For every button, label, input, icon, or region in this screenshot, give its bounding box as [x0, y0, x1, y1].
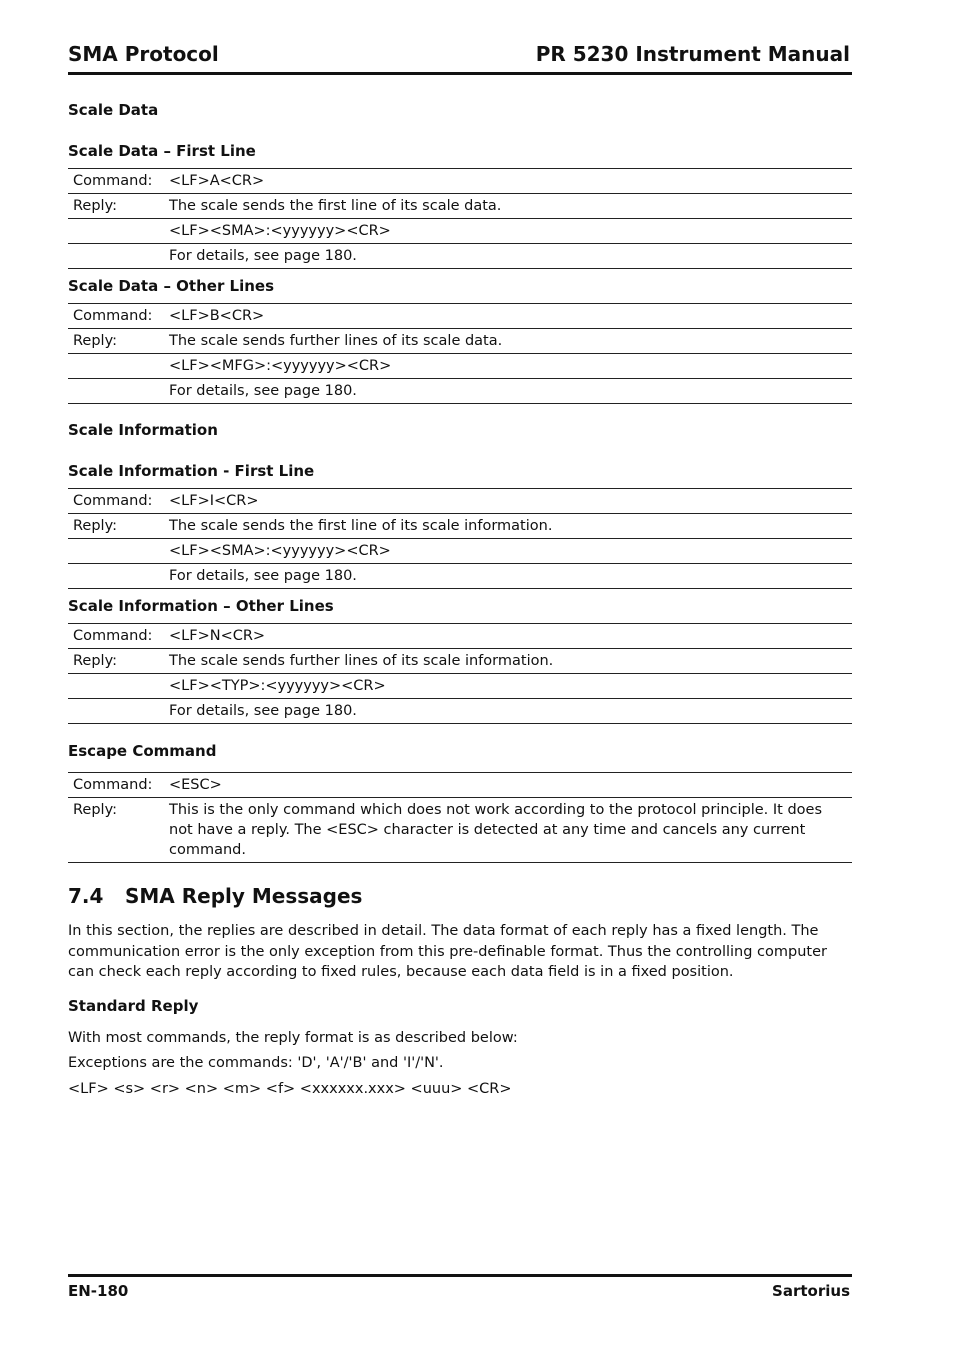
row-label: Command:: [68, 624, 169, 649]
heading-scale-data-first-line: Scale Data – First Line: [68, 142, 256, 160]
footer-company: Sartorius: [772, 1282, 850, 1300]
heading-escape-command: Escape Command: [68, 742, 217, 760]
table-scale-info-other-lines: [68, 623, 852, 724]
row-label: Reply:: [68, 649, 169, 674]
table-scale-info-first-line: [68, 488, 852, 589]
row-label: [68, 219, 169, 244]
chapter-heading: [68, 884, 362, 908]
row-label: [68, 539, 169, 564]
row-value: The scale sends further lines of its scale data.: [169, 329, 852, 354]
table-row: [68, 649, 852, 674]
table-row: [68, 169, 852, 194]
table-row: [68, 354, 852, 379]
row-value: <ESC>: [169, 773, 852, 798]
row-value: <LF>N<CR>: [169, 624, 852, 649]
row-value: <LF>B<CR>: [169, 304, 852, 329]
table-row: [68, 564, 852, 589]
table-row: [68, 489, 852, 514]
table-row: [68, 798, 852, 863]
table-scale-data-first-line: [68, 168, 852, 269]
table-row: [68, 304, 852, 329]
row-label: Reply:: [68, 798, 169, 863]
header-section-title: SMA Protocol: [68, 42, 219, 66]
table-row: [68, 674, 852, 699]
row-label: [68, 674, 169, 699]
row-value: For details, see page 180.: [169, 244, 852, 269]
row-value: For details, see page 180.: [169, 699, 852, 724]
row-label: [68, 379, 169, 404]
table-row: [68, 379, 852, 404]
row-value: For details, see page 180.: [169, 564, 852, 589]
table-row: [68, 773, 852, 798]
table-row: [68, 699, 852, 724]
table-row: [68, 219, 852, 244]
chapter-intro-paragraph: In this section, the replies are described in detail. The data format of each reply has a fixed length. The communication error is the only exception from this pre-definable format. Thus the controlling computer can check each reply according to fixed rules, because each data field is in a fixed position.: [68, 923, 827, 980]
paragraph-exceptions: Exceptions are the commands: 'D', 'A'/'B' and 'I'/'N'.: [68, 1055, 444, 1071]
row-label: Reply:: [68, 329, 169, 354]
heading-scale-information: Scale Information: [68, 421, 218, 439]
page-number: EN-180: [68, 1282, 129, 1300]
page-header: [68, 40, 852, 75]
heading-scale-info-first-line: Scale Information - First Line: [68, 462, 315, 480]
row-value: <LF>I<CR>: [169, 489, 852, 514]
row-label: Command:: [68, 773, 169, 798]
row-value: The scale sends the first line of its scale information.: [169, 514, 852, 539]
row-label: [68, 699, 169, 724]
table-row: [68, 624, 852, 649]
table-row: [68, 244, 852, 269]
table-row: [68, 194, 852, 219]
row-value: This is the only command which does not work according to the protocol principle. It does not have a reply. The <ESC> character is detected at any time and cancels any current command.: [169, 798, 852, 863]
heading-standard-reply: Standard Reply: [68, 997, 199, 1015]
table-scale-data-other-lines: [68, 303, 852, 404]
row-label: Command:: [68, 489, 169, 514]
heading-scale-data-other-lines: Scale Data – Other Lines: [68, 277, 275, 295]
row-label: [68, 354, 169, 379]
row-value: <LF><MFG>:<yyyyyy><CR>: [169, 354, 852, 379]
table-row: [68, 539, 852, 564]
row-label: [68, 564, 169, 589]
row-value: The scale sends the first line of its scale data.: [169, 194, 852, 219]
paragraph-reply-format: With most commands, the reply format is as described below:: [68, 1030, 518, 1046]
chapter-number: 7.4: [68, 884, 104, 908]
row-value: For details, see page 180.: [169, 379, 852, 404]
row-label: Command:: [68, 169, 169, 194]
row-value: <LF><SMA>:<yyyyyy><CR>: [169, 219, 852, 244]
row-value: <LF>A<CR>: [169, 169, 852, 194]
page-footer: [68, 1274, 852, 1300]
row-value: <LF><SMA>:<yyyyyy><CR>: [169, 539, 852, 564]
heading-scale-info-other-lines: Scale Information – Other Lines: [68, 597, 334, 615]
row-label: Command:: [68, 304, 169, 329]
table-escape-command: [68, 772, 852, 863]
chapter-title: SMA Reply Messages: [125, 884, 363, 908]
row-label: Reply:: [68, 514, 169, 539]
row-label: Reply:: [68, 194, 169, 219]
row-value: The scale sends further lines of its scale information.: [169, 649, 852, 674]
table-row: [68, 329, 852, 354]
heading-scale-data: Scale Data: [68, 101, 159, 119]
row-label: [68, 244, 169, 269]
table-row: [68, 514, 852, 539]
row-value: <LF><TYP>:<yyyyyy><CR>: [169, 674, 852, 699]
header-manual-title: PR 5230 Instrument Manual: [535, 42, 850, 66]
paragraph-reply-syntax: <LF> <s> <r> <n> <m> <f> <xxxxxx.xxx> <uuu> <CR>: [68, 1081, 512, 1097]
